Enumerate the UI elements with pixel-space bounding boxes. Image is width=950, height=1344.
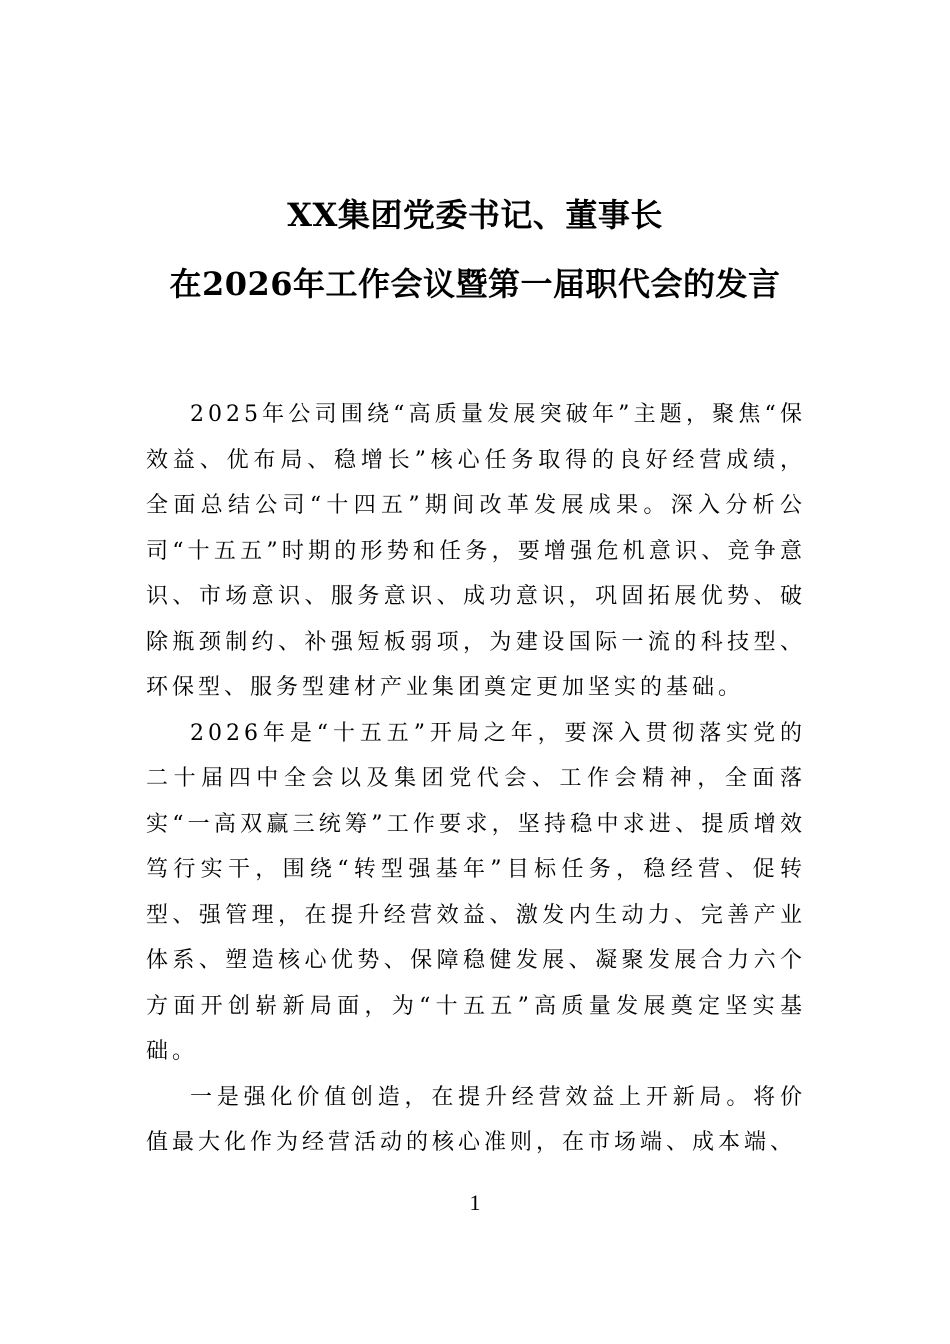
paragraph-2: 2026年是“十五五”开局之年，要深入贯彻落实党的二十届四中全会以及集团党代会、工作会精神，全面落实“一高双赢三统筹”工作要求，坚持稳中求进、提质增效笃行实干，围绕“转型强基年”目标任务，稳经营、促转型、强管理，在提升经营效益、激发内生动力、完善产业体系、塑造核心优势、保障稳健发展、凝聚发展合力六个方面开创崭新局面，为“十五五”高质量发展奠定坚实基础。 <box>146 720 806 1064</box>
paragraph-3: 一是强化价值创造，在提升经营效益上开新局。将价值最大化作为经营活动的核心准则，在市场端、成本端、 <box>146 1084 806 1155</box>
document-body <box>146 392 806 1166</box>
paragraph-1: 2025年公司围绕“高质量发展突破年”主题，聚焦“保效益、优布局、稳增长”核心任务取得的良好经营成绩，全面总结公司“十四五”期间改革发展成果。深入分析公司“十五五”时期的形势和任务，要增强危机意识、竞争意识、市场意识、服务意识、成功意识，巩固拓展优势、破除瓶颈制约、补强短板弱项，为建设国际一流的科技型、环保型、服务型建材产业集团奠定更加坚实的基础。 <box>146 402 806 700</box>
page-number: 1 <box>469 1190 481 1215</box>
document-title <box>0 195 950 304</box>
title-line-1: XX集团党委书记、董事长 <box>287 196 663 234</box>
title-line-2: 在2026年工作会议暨第一届职代会的发言 <box>169 265 781 303</box>
